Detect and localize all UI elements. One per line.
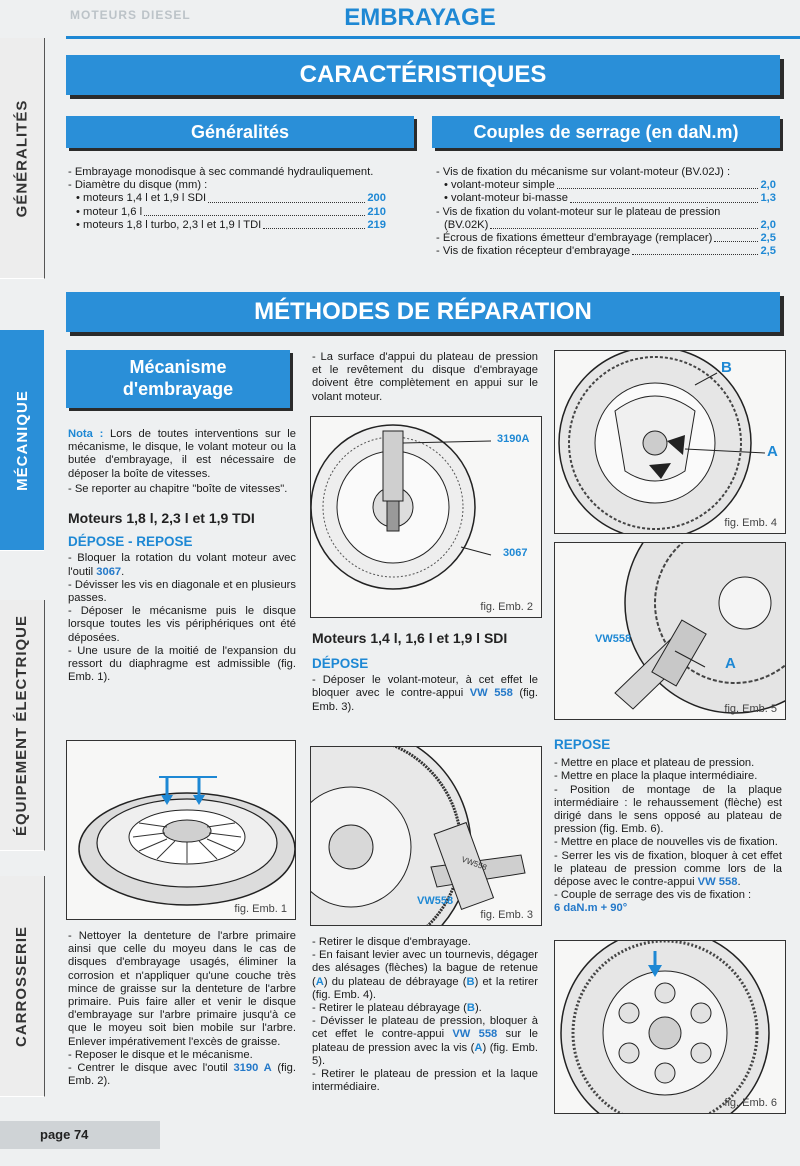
tab-equipement-electrique[interactable] — [0, 600, 45, 851]
generalites-list — [68, 166, 386, 232]
figure-emb-6 — [554, 940, 786, 1114]
col1-text-bottom — [68, 930, 296, 1088]
tool-engraving: VW558 — [460, 854, 488, 873]
step-text: ) (fig. Emb. 5). — [312, 1041, 538, 1067]
tool-ref: 3190 A — [233, 1062, 272, 1075]
generalites-heading: Généralités — [66, 116, 414, 148]
step-text: ) et la retirer (fig. Emb. 4). — [312, 975, 538, 1001]
step: - Mettre en place et plateau de pression. — [554, 757, 755, 770]
tool-label-vw558: VW558 — [595, 633, 632, 645]
row-value: 2,0 — [760, 179, 776, 192]
step-text: - Retirer le plateau débrayage ( — [312, 1002, 467, 1015]
step — [312, 1002, 538, 1015]
row-value: 219 — [367, 218, 386, 231]
tool-ref: VW 558 — [697, 876, 738, 889]
figure-emb-3 — [310, 746, 542, 926]
reporter-text: - Se reporter au chapitre "boîte de vitesses". — [68, 482, 288, 495]
step-text: - Dévisser le plateau de pression, bloquer à cet effet le contre-appui — [312, 1015, 538, 1041]
cpl-line: - Vis de fixation du mécanisme sur volant-moteur (BV.02J) : — [436, 166, 731, 178]
step-text: ). — [474, 1002, 482, 1015]
gen-line: - Diamètre du disque (mm) : — [68, 179, 208, 192]
row-label: • volant-moteur simple — [444, 179, 555, 192]
step-text: sur le plateau de pression avec la vis ( — [312, 1028, 539, 1054]
tab-label: CARROSSERIE — [13, 925, 31, 1047]
figure-emb-2 — [310, 416, 542, 618]
row-value: 200 — [367, 192, 386, 205]
step: - Une usure de la moitié de l'expansion du ressort du diaphragme est admissible (fig. Emb. 1). — [68, 644, 296, 684]
step — [312, 1015, 538, 1068]
heading-line: Mécanisme — [129, 357, 227, 377]
step-text: - En faisant levier avec un tournevis, dégager des alésages (flèches) la bague de retenue ( — [312, 949, 538, 988]
step — [68, 552, 296, 578]
section-methodes: MÉTHODES DE RÉPARATION — [66, 292, 780, 332]
heading-line: d'embrayage — [122, 379, 234, 399]
step: - Nettoyer la denteture de l'arbre primaire ainsi que celle du moyeu dans le cas de disques d'embrayage usagés, éliminer la corrosion et n'appliquer qu'une couche très mince de graisse sur la denteture de l'arbre primaire. Puis faire aller et venir le disque d'embrayage sur l'arbre primaire jusqu'à ce que le moyeu soit bien mobile sur l'arbre. Enlever impérativement l'excès de graisse. — [68, 930, 296, 1048]
nota-label: Nota : — [68, 428, 104, 440]
pressure-plate-lock-drawing — [555, 543, 785, 719]
cpl-row — [436, 192, 776, 205]
tool-label-vw558: VW558 — [417, 895, 454, 907]
clutch-cover-drawing — [67, 741, 295, 919]
row-label: • moteurs 1,4 l et 1,9 l SDI — [76, 192, 207, 205]
row-label: (BV.02K) — [444, 218, 489, 231]
couples-list — [436, 166, 776, 258]
ref-letter: A — [315, 975, 324, 988]
step: - Position de montage de la plaque intermédiaire : le rehaussement (flèche) est dirigé dans le sens opposé au plateau de pression (fig. Emb. 6). — [554, 783, 782, 836]
col3-text — [554, 738, 782, 916]
step: - Dévisser les vis en diagonale et en plusieurs passes. — [68, 578, 296, 605]
step-text: (fig. Emb. 3). — [312, 687, 538, 713]
tab-label: MÉCANIQUE — [13, 389, 31, 491]
row-value: 2,5 — [760, 245, 776, 258]
section-caracteristiques: CARACTÉRISTIQUES — [66, 55, 780, 95]
col2-mid — [312, 630, 538, 714]
figure-caption: fig. Emb. 4 — [724, 517, 777, 529]
release-plate-drawing — [555, 351, 785, 533]
cpl-line: - Vis de fixation du volant-moteur sur le plateau de pression — [436, 205, 721, 218]
tab-label: ÉQUIPEMENT ÉLECTRIQUE — [13, 614, 31, 836]
step — [554, 850, 782, 890]
col2-bottom — [312, 936, 538, 1094]
tool-ref: VW 558 — [469, 687, 513, 700]
tool-label-3190a: 3190A — [497, 433, 530, 445]
gen-row — [68, 219, 386, 232]
gen-line: - Embrayage monodisque à sec commandé hydrauliquement. — [68, 166, 374, 178]
tab-mecanique[interactable] — [0, 330, 44, 551]
couples-heading: Couples de serrage (en daN.m) — [432, 116, 780, 148]
ref-letter: A — [474, 1041, 483, 1054]
tab-label: GÉNÉRALITÉS — [13, 99, 31, 217]
step: - Couple de serrage des vis de fixation : — [554, 889, 752, 902]
tab-carrosserie[interactable] — [0, 876, 45, 1097]
step-text: - Serrer les vis de fixation, bloquer à cet effet le plateau de pression comme lors de la dépose avec le contre-appui — [554, 849, 782, 889]
row-label: - Vis de fixation récepteur d'embrayage — [436, 245, 631, 258]
step: - La surface d'appui du plateau de pression et le revêtement du disque d'embrayage doivent être complètement en appui sur le volant moteur. — [312, 351, 538, 403]
step-text: . — [737, 876, 741, 889]
row-label: • moteurs 1,8 l turbo, 2,3 l et 1,9 l TDI — [76, 218, 262, 231]
step — [68, 1062, 296, 1088]
cpl-row — [436, 219, 776, 232]
row-value: 210 — [367, 205, 386, 218]
centering-tool-drawing — [311, 417, 541, 617]
figure-caption: fig. Emb. 3 — [480, 909, 533, 921]
step-text: ) du plateau de débrayage ( — [323, 975, 467, 988]
step: - Retirer le plateau de pression et la laque intermédiaire. — [312, 1068, 538, 1094]
row-label: • moteur 1,6 l — [76, 205, 143, 218]
step — [312, 674, 538, 714]
page-number: page 74 — [40, 1127, 89, 1142]
ref-label-a: A — [725, 655, 736, 672]
col1-text — [68, 428, 296, 684]
cpl-row — [436, 245, 776, 258]
step-text: . — [121, 565, 125, 578]
figure-emb-4 — [554, 350, 786, 534]
depose-heading: DÉPOSE — [312, 656, 369, 671]
moteurs-heading: Moteurs 1,8 l, 2,3 l et 1,9 TDI — [68, 510, 255, 527]
step: - Mettre en place la plaque intermédiaire. — [554, 770, 758, 783]
cpl-row — [436, 232, 776, 245]
col2-top — [312, 351, 538, 404]
tool-label-3067: 3067 — [503, 547, 528, 559]
figure-caption: fig. Emb. 6 — [724, 1097, 777, 1109]
step: - Retirer le disque d'embrayage. — [312, 936, 471, 948]
ref-letter: B — [466, 975, 475, 988]
moteurs-heading-2: Moteurs 1,4 l, 1,6 l et 1,9 l SDI — [312, 630, 508, 646]
row-label: • volant-moteur bi-masse — [444, 192, 568, 205]
step — [312, 949, 538, 1002]
figure-emb-1 — [66, 740, 296, 920]
figure-caption: fig. Emb. 2 — [480, 601, 533, 613]
depose-repose-heading: DÉPOSE - REPOSE — [68, 534, 193, 550]
step-text: (fig. Emb. 2). — [68, 1062, 296, 1088]
figure-caption: fig. Emb. 1 — [234, 903, 287, 915]
row-value: 2,5 — [760, 232, 776, 245]
mecanisme-heading — [66, 350, 290, 408]
running-header: MOTEURS DIESEL — [70, 8, 191, 22]
step: - Reposer le disque et le mécanisme. — [68, 1048, 253, 1061]
row-value: 2,0 — [760, 218, 776, 231]
title-rule — [66, 36, 800, 39]
ref-letter: B — [466, 1002, 475, 1015]
row-value: 1,3 — [760, 192, 776, 205]
cpl-row — [436, 179, 776, 192]
step: - Déposer le mécanisme puis le disque lorsque toutes les vis périphériques ont été déposées. — [68, 605, 296, 644]
intermediate-plate-drawing — [555, 941, 785, 1113]
step-text: - Centrer le disque avec l'outil — [68, 1062, 234, 1075]
repose-heading: REPOSE — [554, 737, 611, 752]
row-label: - Écrous de fixations émetteur d'embrayage (remplacer) — [436, 232, 713, 245]
step: - Mettre en place de nouvelles vis de fixation. — [554, 836, 778, 849]
step-text: - Bloquer la rotation du volant moteur avec l'outil — [68, 552, 296, 578]
nota-text: Lors de toutes interventions sur le mécanisme, le disque, le volant moteur ou la butée d'embrayage, il est nécessaire de déposer la boîte de vitesses. — [68, 428, 297, 480]
page-title: EMBRAYAGE — [344, 4, 496, 31]
ref-label-b: B — [721, 359, 732, 376]
gen-row — [68, 206, 386, 219]
figure-emb-5 — [554, 542, 786, 720]
torque-value: 6 daN.m + 90° — [554, 902, 628, 915]
nota-paragraph — [68, 428, 296, 481]
step-text: - Déposer le volant-moteur, à cet effet le bloquer avec le contre-appui — [312, 674, 538, 700]
tab-generalites[interactable] — [0, 38, 45, 279]
figure-caption: fig. Emb. 5 — [724, 703, 777, 715]
tool-ref: VW 558 — [452, 1028, 498, 1041]
gen-row — [68, 192, 386, 205]
tool-ref: 3067 — [96, 565, 122, 578]
ref-label-a: A — [767, 443, 778, 460]
